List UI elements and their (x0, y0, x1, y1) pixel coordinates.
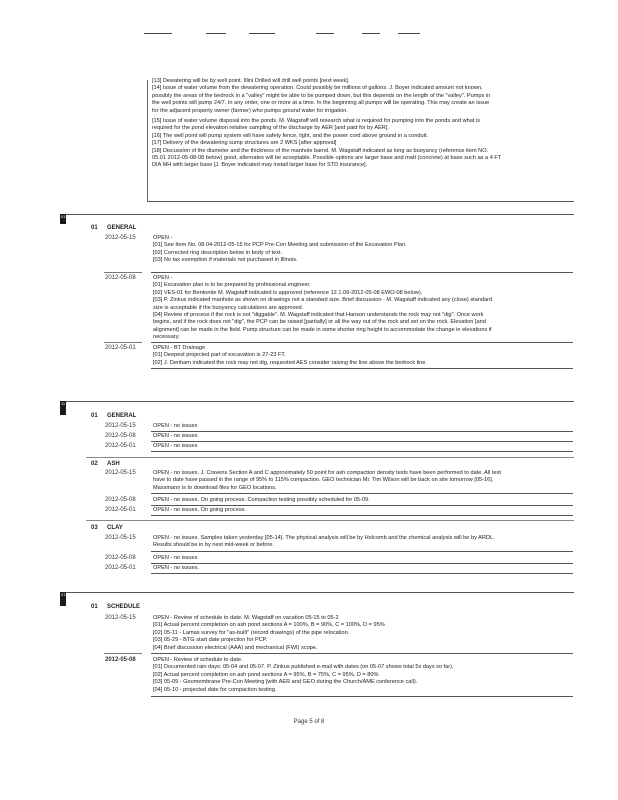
entry-text: OPEN - Review of schedule to date. [01] Documented rain days: 05-04 and 05-07. P. Zinkus published e-mail with dates (on 05-07 shows total 5x days so far). [02] Actual percent completion on ash pond sections A = 95%, B = 75%, C = 95%, D = 80% [03] 05-09 - Geomembrane Pre-Con Meeting [with AER and GEO during the Church/AME conference call). [04] 05-10 - projected date for compaction testing. (153, 657, 454, 693)
entry-underline (151, 573, 573, 574)
item-number: 02 (91, 461, 98, 467)
entry-text: OPEN - no issues. On going process. Compaction testing possibly scheduled for 05-09. (153, 497, 370, 503)
entry-underline (151, 505, 573, 506)
date-underline (104, 653, 142, 654)
entry-text: OPEN - no issues. J. Cravens Section A and C approximately 50 point for ash compaction density tests have been performed to date. All test have to date have passed in the range of 95% to 115% compaction. GEO technician Mr. Tim Wilson will be back on site tomorrow [05-16]. Massmann is to download files for GEO locations. (153, 470, 501, 491)
entry-date: 2012-05-01 (105, 565, 136, 571)
entry-underline (151, 431, 573, 432)
entry-text: OPEN - no issues. On going process. (153, 507, 246, 513)
section-tab: 21 (60, 592, 66, 606)
top-notes-underline (148, 201, 574, 202)
date-underline (104, 272, 142, 273)
item-number: 01 (91, 604, 98, 610)
item-number: 03 (91, 525, 98, 531)
entry-date: 2012-05-08 (105, 657, 136, 663)
note-line: possibly the areas of the bedrock in a "valley" might be able to be pumped down, but this depends on the length of the "valley". Pumps in (152, 92, 491, 99)
entry-underline (151, 515, 573, 516)
entry-date: 2012-05-01 (105, 443, 136, 449)
entry-date: 2012-05-15 (105, 470, 136, 476)
entry-underline (151, 696, 573, 697)
entry-date: 2012-05-08 (105, 433, 136, 439)
entry-date: 2012-05-08 (105, 555, 136, 561)
section-divider (62, 401, 574, 402)
section-divider (62, 592, 574, 593)
section-divider (62, 214, 574, 215)
item-title: CLAY (107, 525, 123, 531)
entry-underline (151, 493, 573, 494)
note-line: the well points will pump 24/7. In any order, one or more at a time. In the beginning all pumps will be operating. This may create an issue (152, 100, 490, 107)
entry-date: 2012-05-15 (105, 535, 136, 541)
entry-text: OPEN - no issues. Samples taken yesterday [05-14]. The physical analysis will be by Holcomb and the chemical analysis will be by ARDL. Results should be in by next mid-week or before. (153, 535, 495, 549)
item-number: 01 (91, 413, 98, 419)
item-title: SCHEDULE (107, 604, 141, 610)
entry-date: 2012-05-08 (105, 275, 136, 281)
entry-date: 2012-05-15 (105, 235, 136, 241)
entry-text: OPEN - [01] See Item No. 08.04-2012-05-15 for PCP Pre-Con Meeting and submission of the Excavation Plan. [02] Corrected ring description below in body of text. [03] No tax exemption if materials not purchased in Illinois. (153, 235, 407, 264)
entry-underline (151, 551, 573, 552)
entry-text: OPEN - no issues. (153, 565, 200, 571)
entry-underline (151, 272, 573, 273)
entry-text: OPEN - no issues (153, 433, 198, 439)
entry-date: 2012-05-08 (105, 497, 136, 503)
entry-date: 2012-05-01 (105, 507, 136, 513)
entry-text: OPEN - no issues (153, 555, 198, 561)
entry-text: OPEN - no issues (153, 423, 198, 429)
entry-text: OPEN - [01] Excavation plan is to be prepared by professional engineer. [02] VES-01 for Bentonite M. Wagstaff indicated is approved (reference 12.1.09-2012-05-08 EWO-08 below). [03] P. Zinkus indicated manhole as shown on drawings not a standard size. Brief discussion - M. Wagstaff indicated any (close) standard size is acceptable if the buoyancy calculations are approved. [04] Review of process if the rock is not "diggable". M. Wagstaff indicated that Hanson understands the rock may not "dig". Once work begins, and if the rock does not "dig", the PCP can be raised [partially] or all the way out of the rock and set on the rock. Elevation [and alignment] can be made in the field. Pump structure can be made in some shorter ring height to accommodate the change in elevations if necessary. (153, 275, 493, 341)
header-mark (316, 33, 334, 34)
note-line: 05.01 2012-05-08-08 below) good, alternates will be acceptable. Possible options are larger base and matt (concrete) at base such as a 4 FT (152, 155, 502, 162)
header-mark (249, 33, 275, 34)
entry-underline (151, 563, 573, 564)
entry-date: 2012-05-15 (105, 615, 136, 621)
note-line: for the adjacent property owner (farmer) who pumps ground water for irrigation. (152, 107, 348, 114)
note-line: required for the pond elevation relative sampling of the discharge by AER [and paid for by AER]. (152, 125, 389, 132)
item-divider (86, 520, 574, 521)
item-title: ASH (107, 461, 120, 467)
header-mark (398, 33, 420, 34)
entry-text: OPEN - BT Drainage [01] Deepest projected part of excavation is 27-23 FT. [02] J. Denham indicated the rock may not dig, requested AES consider raising the line above the bedrock line. (153, 345, 427, 366)
page-footer: Page 5 of 8 (293, 719, 325, 725)
entry-date: 2012-05-01 (105, 345, 136, 351)
section-tab: 01 (60, 214, 66, 224)
note-line: [14] Issue of water volume from the dewatering operation. Could possibly be millions of gallons. J. Boyer indicated amount not known, (152, 85, 483, 92)
note-line: [13] Dewatering will be by well point. Illini Drilled will drill well points [next week]. (152, 78, 350, 84)
entry-underline (151, 441, 573, 442)
header-mark (144, 33, 172, 34)
header-mark (206, 33, 226, 34)
item-title: GENERAL (107, 225, 137, 231)
top-notes-rule (147, 80, 148, 202)
section-tab: 11 (60, 401, 66, 415)
entry-underline (151, 342, 573, 343)
note-line: [16] The well point will pump system will have safety fence, light, and the power cord above ground in a conduit. (152, 132, 429, 139)
note-line: DIA MH with larger base [J. Boyer indicated may install larger base for STD insurance]. (152, 162, 368, 169)
item-number: 01 (91, 225, 98, 231)
note-line: [15] Issue of water volume disposal into the ponds. M. Wagstaff will research what is required for pumping into the ponds and what is (152, 118, 481, 125)
note-line: [17] Delivery of the dewatering sump structures are 2 WKS [after approval] (152, 140, 337, 147)
entry-date: 2012-05-15 (105, 423, 136, 429)
entry-text: OPEN - Review of schedule to date. M. Wagstaff on vacation 05-15 to 05-2 [01] Actual percent completion on ash pond sections A = 100%, B = 90%, C = 100%, D = 95% [02] 05-11 - Lamas survey for "as-built" (record drawings) of the pipe relocation. [03] 05-29 - BTG start date projection for PCP. [04] Brief discussion electrical (AAA) and mechanical (FWI) scope. (153, 615, 385, 651)
top-notes (152, 78, 570, 170)
note-line: [18] Discussion of the diameter and the thickness of the manhole barrel. M. Wagstaff indicated as long as buoyancy (reference item NO. (152, 147, 489, 154)
item-divider (86, 457, 574, 458)
header-mark (362, 33, 380, 34)
entry-underline (151, 451, 573, 452)
entry-underline (151, 368, 573, 369)
date-underline (104, 342, 142, 343)
item-title: GENERAL (107, 413, 137, 419)
entry-text: OPEN - no issues (153, 443, 198, 449)
entry-underline (151, 653, 573, 654)
